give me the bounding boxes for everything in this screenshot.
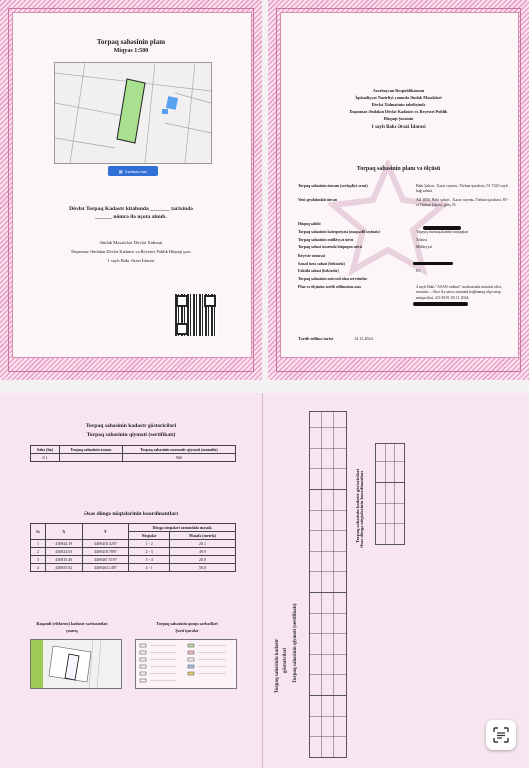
right-subtitle: Əsas döngə nöqtələrinin koordinantları (359, 470, 364, 548)
coord-cell: 4469467.5197 (82, 556, 129, 564)
price-zone (59, 454, 122, 462)
scan-button[interactable] (486, 720, 516, 750)
coord-cell: 4 (31, 564, 46, 572)
legend-box (135, 639, 237, 689)
price-area: 0.1 (31, 454, 60, 462)
coord-col-group: Döngə nöqtələri arasındakı məsafə (129, 524, 236, 532)
field-label: Torpaq sahəsinin mövcud olan servitutlar (298, 277, 368, 281)
coord-col-x: X (46, 524, 83, 540)
office-line-2: Daşınmaz Əmlakın Dövlət Kadastrı və Reyestri Publik Hüquqi şəxs (71, 249, 191, 254)
cadastre-map (30, 639, 122, 689)
field-value: Bakı Şəhəri, Xəzər rayonu, Türkan qəsəbəsi, 91-7225 saylı bağ sahəsi (416, 184, 508, 194)
price-table (30, 445, 236, 462)
page-cadastre (0, 393, 262, 768)
office-line-3: 1 saylı Bakı Ərazi İdarəsi (107, 258, 155, 263)
field-label: Yeni qeydalınlalı ünvan (298, 198, 338, 202)
coord-col-num: № (31, 524, 46, 540)
coord-cell: 1 (31, 540, 46, 548)
rotated-table (309, 411, 347, 758)
rotated-titles (271, 583, 311, 693)
redaction-owner (423, 226, 461, 230)
coord-row (31, 564, 236, 572)
office-line-1: Əmlak Məsələləri Dövlət Xidməti (99, 240, 163, 245)
coord-row (31, 548, 236, 556)
text-scan-icon (492, 726, 510, 744)
coord-cell: 3 - 4 (129, 556, 170, 564)
header-line-1: Azərbaycan Respublikasının (372, 88, 425, 93)
plan-map-drawing (55, 63, 211, 163)
field-label: Reyestr nömrəsi (298, 254, 326, 258)
map-caption-1: Rəqəmli (elektron) kadastr xəritəsindən (36, 621, 108, 626)
redaction-notary (413, 302, 468, 306)
coord-col-y: Y (82, 524, 129, 540)
field-value: AZ 1056, Bakı şəhəri , Xəzər rayonu, Türkan qəsəbəsi, 85-ci Türkan küçəsi, giriş 53 (416, 198, 508, 208)
field-value: 0.1 (416, 269, 421, 273)
coord-cell: 4469418.5297 (82, 540, 129, 548)
registry-line-1: Dövlət Torpaq Kadastr kitabında _______ tarixində (69, 206, 193, 212)
price-col-zone: Torpaq sahəsinin zonası (59, 446, 122, 454)
coord-col-distance: Məsafə (metrlə) (170, 532, 236, 540)
qr-code (175, 294, 217, 336)
coords-title: Əsas döngə nöqtələrinin koordinantları (83, 511, 179, 517)
field-label: Hüquq sahibi (298, 222, 321, 226)
header-line-4: Daşınmaz Əmlakın Dövlət Kadastrı və Reyestri Publik (349, 109, 448, 114)
coords-table (30, 523, 236, 572)
price-col-area: Sahə (ha) (31, 446, 60, 454)
header-line-3: Dövlət Xidmətinin tabeliyində (371, 102, 426, 107)
coord-row (31, 556, 236, 564)
field-value: Xüsusi (416, 238, 427, 242)
rotated-title-2: göstəriciləri (283, 647, 288, 673)
page-info (268, 0, 529, 380)
coord-cell: 3 (31, 556, 46, 564)
rotated-title-1: Torpaq sahəsinin kadastr (275, 638, 280, 693)
coord-cell: 49.9 (170, 548, 236, 556)
coord-cell: 4469463.1497 (82, 564, 129, 572)
coord-col-points: Nöqtələr (129, 532, 170, 540)
field-value: Mülkiyyət (416, 245, 433, 249)
field-value: Yaşayış məntəqələrinin torpaqları (416, 230, 469, 234)
map-icon: ▦ (118, 168, 123, 174)
field-label: Plan və ölçünün tərtib edilməsinə əsas (298, 285, 362, 289)
field-label: Faktiki sahəsi (hektarla) (298, 269, 339, 273)
legend-caption-1: Torpaq sahəsinin qonşu sərhədləri (156, 621, 218, 626)
field-value: 4 saylı Bakı "ASAN xidmət" mərkəzində notariat ofisi, notarius ...Alıcı ilə satıcı arasında bağlanmış alqı-satqı müqaviləsi, 4/3-3019, 05.11.2024; (416, 285, 502, 300)
page-rotated (262, 393, 529, 768)
field-label: Torpaq sahəsinin mülkiyyət növü (298, 238, 354, 242)
plan-map (54, 62, 212, 164)
header-line-5: Hüquqi Şəxsinin (383, 116, 414, 121)
map-caption-2: çıxarış (66, 628, 78, 633)
field-label: Torpaq sahəsinin kateqoriyası (məqsədli təyinatı) (298, 230, 380, 234)
right-table (375, 443, 405, 545)
section-title: Torpaq sahəsinin planı və ölçüsü (356, 166, 441, 172)
cadastre-title: Torpaq sahəsinin kadastr göstəriciləri (85, 423, 177, 429)
page-plan (0, 0, 262, 380)
coord-cell: 20.1 (170, 540, 236, 548)
price-title: Torpaq sahəsinin qiyməti (sertifikatı) (86, 432, 176, 438)
coord-cell: 430844.19 (46, 540, 83, 548)
date-label: Tərtib edilmə tarixi (298, 336, 334, 341)
header-line-2: İqtisadiyyat Nazirliyi yanında Əmlak Məsələləri (355, 95, 442, 100)
coord-cell: 1 - 2 (129, 540, 170, 548)
coord-cell: 430855.02 (46, 564, 83, 572)
right-title: Torpaq sahəsinin kadastr göstəriciləri (355, 468, 360, 543)
plan-title: Torpaq sahəsinin planı (96, 38, 166, 46)
price-value: 960 (122, 454, 235, 462)
field-label: Torpaq sahəsi üzərində hüququn növü (298, 245, 362, 249)
legend-caption-2: Şərti işarələr (175, 628, 199, 633)
coord-cell: 4469418.7897 (82, 548, 129, 556)
coord-cell: 4 - 1 (129, 564, 170, 572)
coord-cell: 20.0 (170, 556, 236, 564)
coord-cell: 2 - 3 (129, 548, 170, 556)
coord-cell: 430824.63 (46, 548, 83, 556)
field-label: Sənəd üzrə sahəsi (hektarla) (298, 262, 345, 266)
coord-cell: 430835.46 (46, 556, 83, 564)
coord-cell: 2 (31, 548, 46, 556)
coord-row (31, 540, 236, 548)
redaction-registry (413, 262, 453, 265)
date-value: 14.11.2024 (354, 336, 373, 341)
header-line-6: 1 saylı Bakı Ərazi İdarəsi (371, 125, 426, 130)
plan-scale: Miqyas 1:500 (113, 48, 149, 54)
field-label: Torpaq sahəsinin ünvanı (yerləşdiyi ərazi) (298, 184, 368, 188)
view-on-map-button[interactable] (108, 166, 158, 176)
coord-cell: 50.0 (170, 564, 236, 572)
price-col-value: Torpaq sahəsinin normativ qiyməti (manatla) (122, 446, 235, 454)
registry-line-2: ______ nömrə ilə uçota alınıb. (95, 214, 167, 220)
view-on-map-label: Xəritədə bax (124, 168, 148, 174)
rotated-title-3: Torpaq sahəsinin qiyməti (sertifikatı) (293, 603, 298, 683)
